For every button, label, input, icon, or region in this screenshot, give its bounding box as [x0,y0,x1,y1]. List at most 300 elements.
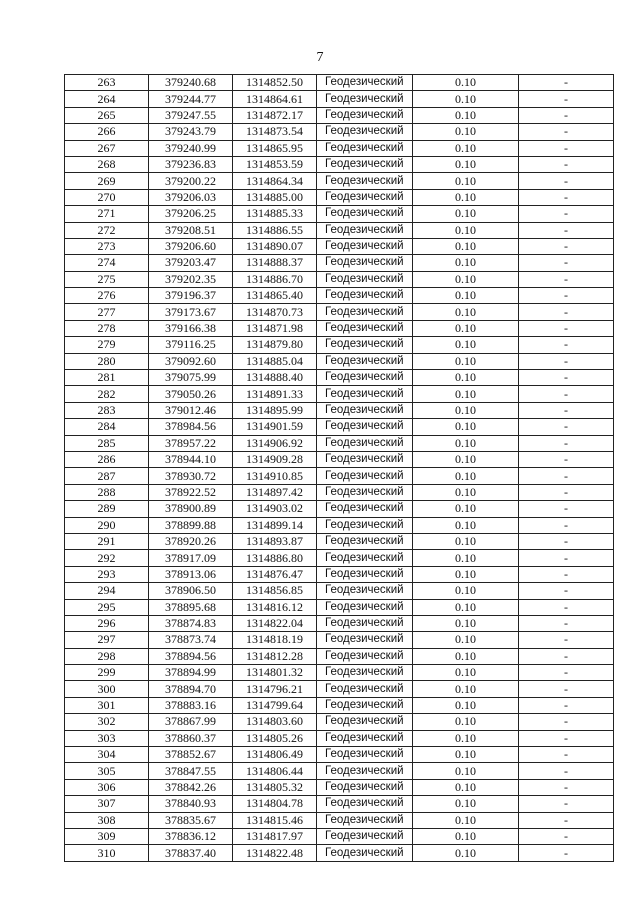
accuracy-cell: 0.10 [413,156,519,172]
x-coordinate-cell: 378837.40 [149,845,233,861]
note-cell: - [519,238,614,254]
table-row [65,697,614,713]
accuracy-cell: 0.10 [413,583,519,599]
x-coordinate-cell: 378883.16 [149,697,233,713]
point-number-cell: 296 [65,615,149,631]
point-number-cell: 275 [65,271,149,287]
table-row [65,435,614,451]
method-cell: Геодезический [317,353,413,369]
x-coordinate-cell: 379244.77 [149,91,233,107]
note-cell: - [519,550,614,566]
point-number-cell: 270 [65,189,149,205]
point-number-cell: 304 [65,747,149,763]
note-cell: - [519,402,614,418]
accuracy-cell: 0.10 [413,255,519,271]
point-number-cell: 305 [65,763,149,779]
point-number-cell: 286 [65,451,149,467]
table-row [65,648,614,664]
method-cell: Геодезический [317,419,413,435]
x-coordinate-cell: 379240.99 [149,140,233,156]
table-row [65,747,614,763]
x-coordinate-cell: 378835.67 [149,812,233,828]
table-row [65,124,614,140]
y-coordinate-cell: 1314895.99 [233,402,317,418]
method-cell: Геодезический [317,222,413,238]
point-number-cell: 303 [65,730,149,746]
method-cell: Геодезический [317,124,413,140]
point-number-cell: 301 [65,697,149,713]
y-coordinate-cell: 1314891.33 [233,386,317,402]
table-row [65,615,614,631]
y-coordinate-cell: 1314865.40 [233,288,317,304]
table-row [65,189,614,205]
accuracy-cell: 0.10 [413,599,519,615]
x-coordinate-cell: 379075.99 [149,370,233,386]
accuracy-cell: 0.10 [413,140,519,156]
x-coordinate-cell: 379236.83 [149,156,233,172]
point-number-cell: 271 [65,206,149,222]
accuracy-cell: 0.10 [413,501,519,517]
accuracy-cell: 0.10 [413,107,519,123]
table-row [65,91,614,107]
point-number-cell: 288 [65,484,149,500]
method-cell: Геодезический [317,583,413,599]
note-cell: - [519,845,614,861]
accuracy-cell: 0.10 [413,615,519,631]
note-cell: - [519,222,614,238]
method-cell: Геодезический [317,91,413,107]
table-row [65,271,614,287]
note-cell: - [519,566,614,582]
accuracy-cell: 0.10 [413,484,519,500]
y-coordinate-cell: 1314804.78 [233,796,317,812]
point-number-cell: 278 [65,320,149,336]
y-coordinate-cell: 1314815.46 [233,812,317,828]
x-coordinate-cell: 378860.37 [149,730,233,746]
note-cell: - [519,615,614,631]
method-cell: Геодезический [317,566,413,582]
note-cell: - [519,370,614,386]
point-number-cell: 292 [65,550,149,566]
method-cell: Геодезический [317,140,413,156]
method-cell: Геодезический [317,75,413,91]
accuracy-cell: 0.10 [413,681,519,697]
method-cell: Геодезический [317,763,413,779]
x-coordinate-cell: 379200.22 [149,173,233,189]
x-coordinate-cell: 378984.56 [149,419,233,435]
x-coordinate-cell: 379196.37 [149,288,233,304]
accuracy-cell: 0.10 [413,75,519,91]
x-coordinate-cell: 379206.03 [149,189,233,205]
note-cell: - [519,517,614,533]
table-row [65,533,614,549]
y-coordinate-cell: 1314885.00 [233,189,317,205]
y-coordinate-cell: 1314817.97 [233,828,317,844]
method-cell: Геодезический [317,370,413,386]
y-coordinate-cell: 1314909.28 [233,451,317,467]
note-cell: - [519,648,614,664]
method-cell: Геодезический [317,435,413,451]
method-cell: Геодезический [317,484,413,500]
x-coordinate-cell: 378842.26 [149,779,233,795]
accuracy-cell: 0.10 [413,566,519,582]
table-row [65,730,614,746]
point-number-cell: 263 [65,75,149,91]
note-cell: - [519,353,614,369]
note-cell: - [519,288,614,304]
method-cell: Геодезический [317,828,413,844]
method-cell: Геодезический [317,747,413,763]
point-number-cell: 267 [65,140,149,156]
note-cell: - [519,763,614,779]
method-cell: Геодезический [317,665,413,681]
y-coordinate-cell: 1314903.02 [233,501,317,517]
point-number-cell: 276 [65,288,149,304]
accuracy-cell: 0.10 [413,402,519,418]
x-coordinate-cell: 378930.72 [149,468,233,484]
accuracy-cell: 0.10 [413,468,519,484]
x-coordinate-cell: 379243.79 [149,124,233,140]
point-number-cell: 282 [65,386,149,402]
method-cell: Геодезический [317,730,413,746]
x-coordinate-cell: 379012.46 [149,402,233,418]
method-cell: Геодезический [317,796,413,812]
y-coordinate-cell: 1314822.04 [233,615,317,631]
note-cell: - [519,730,614,746]
coordinates-table [64,74,614,862]
accuracy-cell: 0.10 [413,304,519,320]
y-coordinate-cell: 1314872.17 [233,107,317,123]
x-coordinate-cell: 379240.68 [149,75,233,91]
table-row [65,255,614,271]
note-cell: - [519,271,614,287]
table-row [65,222,614,238]
note-cell: - [519,320,614,336]
x-coordinate-cell: 379203.47 [149,255,233,271]
accuracy-cell: 0.10 [413,173,519,189]
accuracy-cell: 0.10 [413,124,519,140]
method-cell: Геодезический [317,501,413,517]
method-cell: Геодезический [317,779,413,795]
note-cell: - [519,75,614,91]
note-cell: - [519,697,614,713]
point-number-cell: 273 [65,238,149,254]
point-number-cell: 283 [65,402,149,418]
note-cell: - [519,91,614,107]
method-cell: Геодезический [317,320,413,336]
method-cell: Геодезический [317,550,413,566]
y-coordinate-cell: 1314799.64 [233,697,317,713]
y-coordinate-cell: 1314816.12 [233,599,317,615]
table-row [65,468,614,484]
x-coordinate-cell: 378894.99 [149,665,233,681]
point-number-cell: 293 [65,566,149,582]
y-coordinate-cell: 1314853.59 [233,156,317,172]
method-cell: Геодезический [317,189,413,205]
accuracy-cell: 0.10 [413,271,519,287]
table-row [65,238,614,254]
note-cell: - [519,107,614,123]
point-number-cell: 307 [65,796,149,812]
table-row [65,681,614,697]
page-number: 7 [316,50,324,65]
method-cell: Геодезический [317,468,413,484]
y-coordinate-cell: 1314885.04 [233,353,317,369]
y-coordinate-cell: 1314897.42 [233,484,317,500]
accuracy-cell: 0.10 [413,386,519,402]
y-coordinate-cell: 1314888.40 [233,370,317,386]
accuracy-cell: 0.10 [413,550,519,566]
y-coordinate-cell: 1314879.80 [233,337,317,353]
accuracy-cell: 0.10 [413,665,519,681]
table-row [65,173,614,189]
note-cell: - [519,681,614,697]
method-cell: Геодезический [317,271,413,287]
table-row [65,517,614,533]
accuracy-cell: 0.10 [413,435,519,451]
accuracy-cell: 0.10 [413,796,519,812]
point-number-cell: 291 [65,533,149,549]
table-row [65,632,614,648]
accuracy-cell: 0.10 [413,238,519,254]
x-coordinate-cell: 378922.52 [149,484,233,500]
x-coordinate-cell: 378913.06 [149,566,233,582]
method-cell: Геодезический [317,517,413,533]
method-cell: Геодезический [317,337,413,353]
accuracy-cell: 0.10 [413,747,519,763]
table-row [65,353,614,369]
point-number-cell: 308 [65,812,149,828]
method-cell: Геодезический [317,107,413,123]
y-coordinate-cell: 1314822.48 [233,845,317,861]
table-row [65,812,614,828]
table-row [65,763,614,779]
y-coordinate-cell: 1314806.49 [233,747,317,763]
y-coordinate-cell: 1314806.44 [233,763,317,779]
table-row [65,288,614,304]
method-cell: Геодезический [317,845,413,861]
method-cell: Геодезический [317,648,413,664]
method-cell: Геодезический [317,714,413,730]
x-coordinate-cell: 378874.83 [149,615,233,631]
method-cell: Геодезический [317,451,413,467]
y-coordinate-cell: 1314871.98 [233,320,317,336]
note-cell: - [519,451,614,467]
table-row [65,107,614,123]
y-coordinate-cell: 1314864.61 [233,91,317,107]
y-coordinate-cell: 1314865.95 [233,140,317,156]
y-coordinate-cell: 1314886.55 [233,222,317,238]
accuracy-cell: 0.10 [413,337,519,353]
point-number-cell: 300 [65,681,149,697]
method-cell: Геодезический [317,812,413,828]
x-coordinate-cell: 379206.60 [149,238,233,254]
method-cell: Геодезический [317,304,413,320]
note-cell: - [519,386,614,402]
note-cell: - [519,599,614,615]
table-row [65,419,614,435]
note-cell: - [519,779,614,795]
accuracy-cell: 0.10 [413,320,519,336]
method-cell: Геодезический [317,599,413,615]
point-number-cell: 272 [65,222,149,238]
table-row [65,370,614,386]
accuracy-cell: 0.10 [413,697,519,713]
point-number-cell: 279 [65,337,149,353]
table-row [65,550,614,566]
note-cell: - [519,435,614,451]
accuracy-cell: 0.10 [413,763,519,779]
y-coordinate-cell: 1314893.87 [233,533,317,549]
x-coordinate-cell: 378917.09 [149,550,233,566]
table-row [65,599,614,615]
table-row [65,402,614,418]
accuracy-cell: 0.10 [413,206,519,222]
accuracy-cell: 0.10 [413,632,519,648]
point-number-cell: 284 [65,419,149,435]
note-cell: - [519,156,614,172]
table-row [65,320,614,336]
y-coordinate-cell: 1314803.60 [233,714,317,730]
y-coordinate-cell: 1314885.33 [233,206,317,222]
note-cell: - [519,189,614,205]
point-number-cell: 295 [65,599,149,615]
note-cell: - [519,206,614,222]
y-coordinate-cell: 1314864.34 [233,173,317,189]
accuracy-cell: 0.10 [413,845,519,861]
x-coordinate-cell: 379050.26 [149,386,233,402]
y-coordinate-cell: 1314901.59 [233,419,317,435]
note-cell: - [519,747,614,763]
note-cell: - [519,255,614,271]
note-cell: - [519,124,614,140]
point-number-cell: 264 [65,91,149,107]
y-coordinate-cell: 1314888.37 [233,255,317,271]
point-number-cell: 274 [65,255,149,271]
x-coordinate-cell: 378894.56 [149,648,233,664]
accuracy-cell: 0.10 [413,419,519,435]
method-cell: Геодезический [317,402,413,418]
accuracy-cell: 0.10 [413,189,519,205]
point-number-cell: 268 [65,156,149,172]
note-cell: - [519,665,614,681]
method-cell: Геодезический [317,632,413,648]
note-cell: - [519,140,614,156]
note-cell: - [519,828,614,844]
table-row [65,304,614,320]
point-number-cell: 269 [65,173,149,189]
point-number-cell: 281 [65,370,149,386]
accuracy-cell: 0.10 [413,714,519,730]
point-number-cell: 294 [65,583,149,599]
point-number-cell: 277 [65,304,149,320]
x-coordinate-cell: 379173.67 [149,304,233,320]
method-cell: Геодезический [317,533,413,549]
x-coordinate-cell: 378899.88 [149,517,233,533]
method-cell: Геодезический [317,681,413,697]
note-cell: - [519,812,614,828]
table-row [65,714,614,730]
point-number-cell: 265 [65,107,149,123]
y-coordinate-cell: 1314886.80 [233,550,317,566]
point-number-cell: 306 [65,779,149,795]
y-coordinate-cell: 1314852.50 [233,75,317,91]
accuracy-cell: 0.10 [413,91,519,107]
y-coordinate-cell: 1314818.19 [233,632,317,648]
point-number-cell: 298 [65,648,149,664]
y-coordinate-cell: 1314796.21 [233,681,317,697]
x-coordinate-cell: 379208.51 [149,222,233,238]
point-number-cell: 302 [65,714,149,730]
note-cell: - [519,583,614,599]
x-coordinate-cell: 378957.22 [149,435,233,451]
y-coordinate-cell: 1314890.07 [233,238,317,254]
y-coordinate-cell: 1314899.14 [233,517,317,533]
method-cell: Геодезический [317,615,413,631]
point-number-cell: 290 [65,517,149,533]
method-cell: Геодезический [317,238,413,254]
x-coordinate-cell: 378920.26 [149,533,233,549]
x-coordinate-cell: 378906.50 [149,583,233,599]
x-coordinate-cell: 378895.68 [149,599,233,615]
point-number-cell: 310 [65,845,149,861]
table-row [65,75,614,91]
table-row [65,501,614,517]
coordinates-table-body [65,75,614,862]
table-row [65,796,614,812]
table-row [65,845,614,861]
method-cell: Геодезический [317,386,413,402]
table-row [65,337,614,353]
note-cell: - [519,501,614,517]
method-cell: Геодезический [317,173,413,189]
note-cell: - [519,419,614,435]
x-coordinate-cell: 378867.99 [149,714,233,730]
x-coordinate-cell: 379166.38 [149,320,233,336]
table-row [65,566,614,582]
y-coordinate-cell: 1314812.28 [233,648,317,664]
point-number-cell: 309 [65,828,149,844]
accuracy-cell: 0.10 [413,812,519,828]
y-coordinate-cell: 1314886.70 [233,271,317,287]
note-cell: - [519,484,614,500]
table-row [65,484,614,500]
x-coordinate-cell: 379202.35 [149,271,233,287]
point-number-cell: 285 [65,435,149,451]
x-coordinate-cell: 378900.89 [149,501,233,517]
accuracy-cell: 0.10 [413,730,519,746]
note-cell: - [519,304,614,320]
accuracy-cell: 0.10 [413,353,519,369]
y-coordinate-cell: 1314873.54 [233,124,317,140]
method-cell: Геодезический [317,697,413,713]
x-coordinate-cell: 378852.67 [149,747,233,763]
table-row [65,583,614,599]
method-cell: Геодезический [317,288,413,304]
y-coordinate-cell: 1314801.32 [233,665,317,681]
y-coordinate-cell: 1314906.92 [233,435,317,451]
note-cell: - [519,796,614,812]
y-coordinate-cell: 1314805.32 [233,779,317,795]
point-number-cell: 299 [65,665,149,681]
note-cell: - [519,714,614,730]
y-coordinate-cell: 1314805.26 [233,730,317,746]
note-cell: - [519,468,614,484]
x-coordinate-cell: 378840.93 [149,796,233,812]
accuracy-cell: 0.10 [413,828,519,844]
y-coordinate-cell: 1314876.47 [233,566,317,582]
note-cell: - [519,173,614,189]
